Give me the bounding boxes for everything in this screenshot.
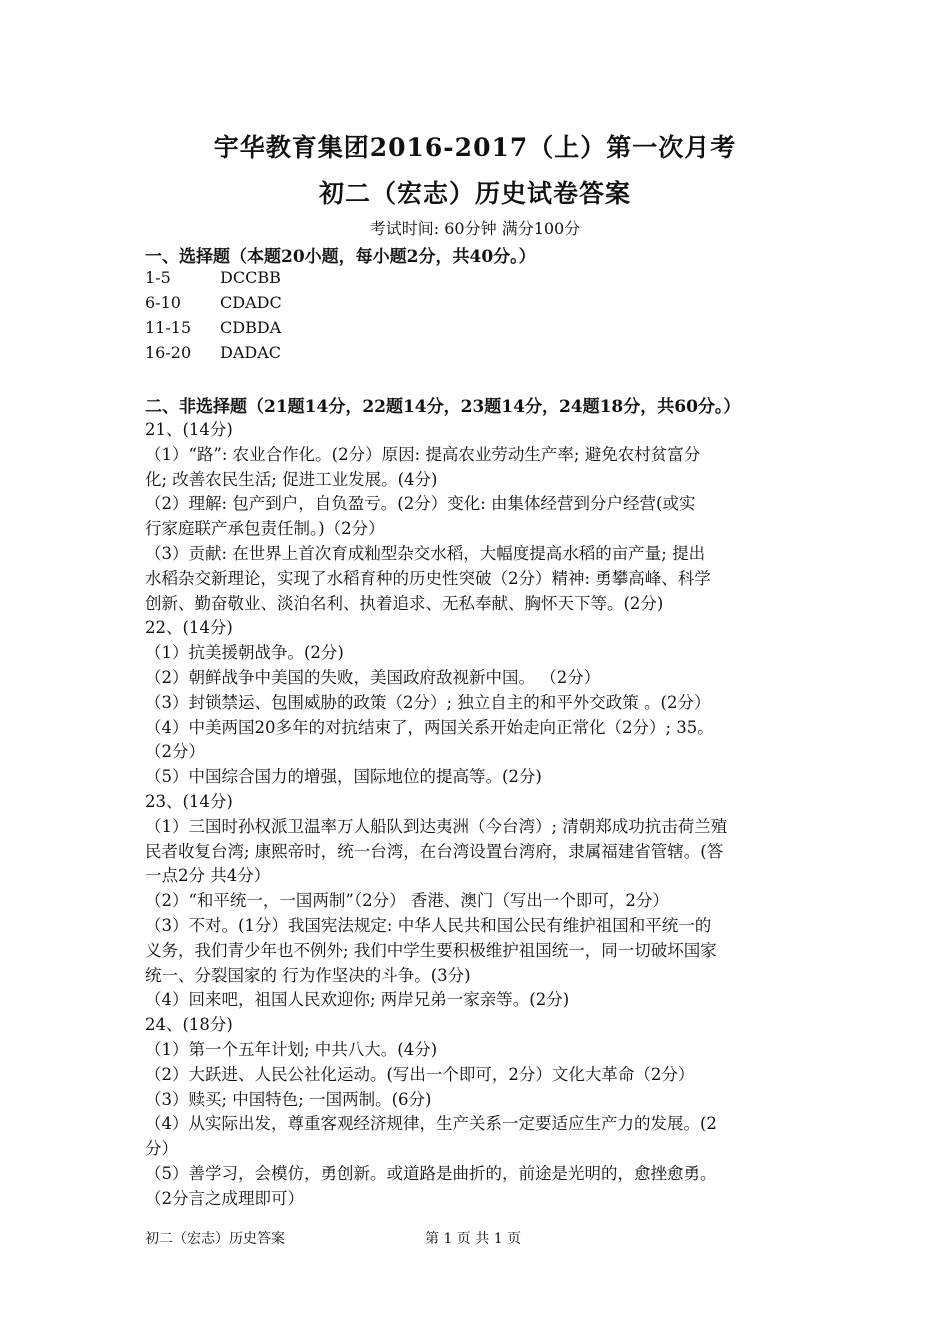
answer-line: 化; 改善农民生活; 促进工业发展。(4分): [145, 469, 438, 489]
answer-line: 创新、勤奋敬业、淡泊名利、执着追求、无私奉献、胸怀天下等。(2分): [145, 593, 664, 613]
answer-line: （3）封锁禁运、包围威胁的政策（2分）; 独立自主的和平外交政策 。(2分）: [145, 692, 711, 712]
answer-line: 民者收复台湾; 康熙帝时，统一台湾，在台湾设置台湾府，隶属福建省管辖。(答: [145, 841, 724, 861]
exam-info: 考试时间: 60分钟 满分100分: [369, 219, 581, 238]
section1-heading: 一、选择题（本题20小题，每小题2分，共40分。）: [145, 247, 536, 267]
answer-line: 21、(14分): [145, 420, 233, 439]
answer-line: 22、(14分): [145, 618, 233, 638]
choice-answer-row: [145, 343, 281, 362]
answer-line: （2）大跃进、人民公社化运动。(写出一个即可，2分）文化大革命（2分）: [145, 1064, 695, 1084]
answer-line: 一点2分 共4分）: [145, 866, 271, 886]
footer-left: 初二（宏志）历史答案: [145, 1231, 285, 1247]
answer-line: 统一、分裂国家的 行为作坚决的斗争。(3分): [145, 965, 471, 985]
answer-line: 23、(14分): [145, 792, 233, 811]
answer-line: （1）“路”: 农业合作化。(2分）原因: 提高农业劳动生产率; 避免农村贫富分: [145, 444, 701, 464]
answer-line: （1）抗美援朝战争。(2分): [145, 643, 344, 663]
answer-title: 初二（宏志）历史试卷答案: [318, 179, 631, 208]
exam-title: 宇华教育集团2016-2017（上）第一次月考: [213, 133, 737, 162]
choice-answer-row: [145, 293, 282, 312]
choice-answers: DCCBB: [220, 268, 281, 287]
choice-answer-row: [145, 268, 281, 287]
answer-line: （1）三国时孙权派卫温率万人船队到达夷洲（今台湾）; 清朝郑成功抗击荷兰殖: [145, 816, 728, 836]
choice-answer-row: [145, 318, 281, 337]
answer-line: （3）不对。(1分）我国宪法规定: 中华人民共和国公民有维护祖国和平统一的: [145, 916, 712, 935]
answer-line: 行家庭联产承包责任制。)（2分）: [145, 519, 385, 539]
answer-line: （5）善学习，会模仿，勇创新。或道路是曲折的，前途是光明的，愈挫愈勇。: [145, 1164, 717, 1183]
question-range: 16-20: [145, 343, 192, 362]
answer-line: （4）从实际出发，尊重客观经济规律，生产关系一定要适应生产力的发展。(2: [145, 1114, 717, 1134]
answer-line: （2）“和平统一，一国两制”（2分） 香港、澳门（写出一个即可，2分）: [145, 891, 669, 911]
answer-line: （2分言之成理即可）: [145, 1188, 304, 1208]
answer-line: （2）理解: 包产到户，自负盈亏。(2分）变化: 由集体经营到分户经营(或实: [145, 494, 696, 514]
answer-line: （2分）: [145, 742, 205, 762]
choice-answers: CDADC: [220, 293, 282, 312]
answer-line: （4）回来吧，祖国人民欢迎你; 两岸兄弟一家亲等。(2分): [145, 990, 570, 1010]
answer-line: （1）第一个五年计划; 中共八大。(4分): [145, 1040, 438, 1059]
answer-line: 24、(18分): [145, 1015, 233, 1035]
section2-heading: 二、非选择题（21题14分，22题14分，23题14分，24题18分，共60分。）: [145, 397, 741, 417]
question-range: 1-5: [145, 268, 171, 287]
answer-line: （4）中美两国20多年的对抗结束了，两国关系开始走向正常化（2分）; 35。: [145, 717, 714, 737]
choice-answers: DADAC: [220, 343, 282, 362]
answer-line: 分）: [145, 1139, 178, 1159]
answer-line: 水稻杂交新理论，实现了水稻育种的历史性突破（2分）精神: 勇攀高峰、科学: [145, 568, 711, 588]
question-range: 6-10: [145, 293, 181, 312]
answer-line: （3）贡献: 在世界上首次育成籼型杂交水稻，大幅度提高水稻的亩产量; 提出: [145, 544, 706, 563]
choice-answers: CDBDA: [220, 318, 282, 337]
answer-line: （5）中国综合国力的增强，国际地位的提高等。(2分): [145, 767, 542, 787]
footer-page-number: 第 1 页 共 1 页: [425, 1231, 522, 1247]
answer-line: （2）朝鲜战争中美国的失败，美国政府敌视新中国。 （2分）: [145, 668, 601, 687]
question-range: 11-15: [145, 318, 192, 337]
answer-line: （3）赎买; 中国特色; 一国两制。(6分): [145, 1089, 432, 1109]
answer-line: 义务，我们青少年也不例外; 我们中学生要积极维护祖国统一，同一切破坏国家: [145, 940, 717, 960]
